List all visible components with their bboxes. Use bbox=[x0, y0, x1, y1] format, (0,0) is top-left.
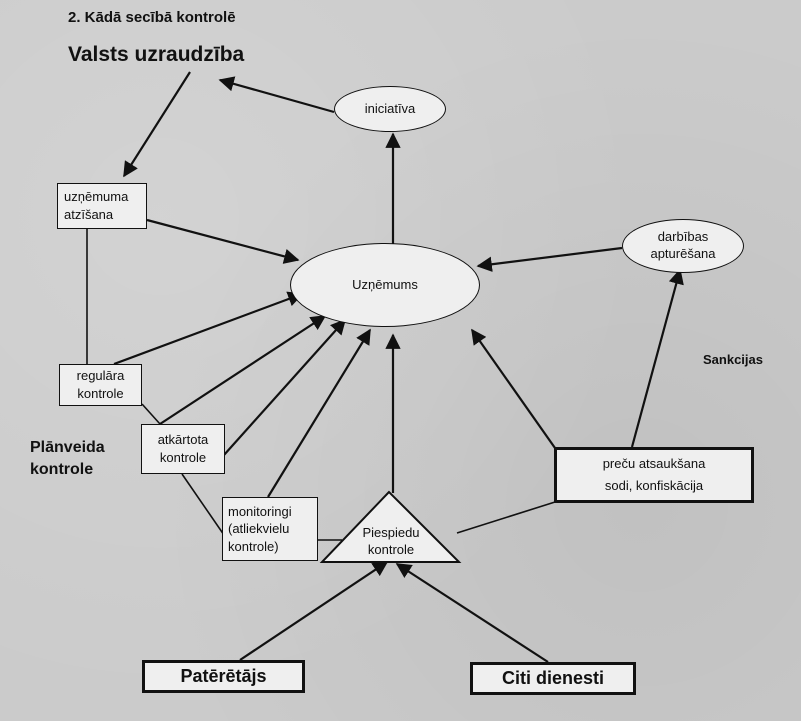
precu-label-1: preču atsaukšana bbox=[602, 455, 706, 471]
precu-label-2: sodi, konfiskācija bbox=[604, 478, 704, 493]
arrow-precu-to-uznemums bbox=[472, 330, 555, 448]
uznemums-node bbox=[290, 243, 480, 327]
atkartota-label-2: kontrole bbox=[159, 450, 207, 465]
planveida-label-2: kontrole bbox=[30, 460, 94, 478]
uznemums-label: Uzņēmums bbox=[352, 276, 418, 292]
arrow-valsts-to-atzisana bbox=[124, 72, 190, 176]
arrow-monitoringi-to-uznemums bbox=[268, 330, 370, 497]
arrow-atzisana-to-uznemums bbox=[147, 220, 298, 260]
darbibas-label-2: apturēšana bbox=[650, 246, 716, 261]
line-atkartota-to-monitoringi bbox=[182, 474, 224, 535]
atkartota-label-1: atkārtota bbox=[157, 432, 209, 448]
piespiedu-label bbox=[346, 525, 436, 559]
citi-label: Citi dienesti bbox=[501, 668, 604, 689]
arrow-atkartota-side-to-uznemums bbox=[224, 320, 345, 455]
precu-node bbox=[554, 447, 754, 503]
arrow-iniciativa-to-valsts bbox=[220, 80, 334, 112]
monitoringi-node bbox=[222, 497, 318, 561]
sankcijas-label: Sankcijas bbox=[703, 352, 763, 367]
atkartota-node bbox=[141, 424, 225, 474]
atzisana-node bbox=[57, 183, 147, 229]
regulara-label-1: regulāra bbox=[76, 368, 125, 384]
pateretajs-node bbox=[142, 660, 305, 693]
pateretajs-label: Patērētājs bbox=[180, 666, 267, 687]
piespiedu-label-1: Piespiedu bbox=[362, 525, 420, 540]
arrow-citi-to-piespiedu bbox=[397, 564, 548, 662]
arrow-regulara-to-uznemums bbox=[114, 294, 302, 364]
planveida-label bbox=[30, 437, 105, 480]
arrow-precu-to-darbibas bbox=[632, 270, 680, 447]
page-heading: 2. Kādā secībā kontrolē bbox=[68, 9, 236, 26]
monitoringi-label-3: kontrole) bbox=[228, 538, 279, 554]
darbibas-node bbox=[622, 219, 744, 273]
arrow-pateretajs-to-piespiedu bbox=[240, 562, 387, 660]
citi-node bbox=[470, 662, 636, 695]
line-regulara-to-atkartota bbox=[142, 404, 160, 424]
regulara-label-2: kontrole bbox=[77, 386, 124, 401]
atzisana-label-2: atzīšana bbox=[64, 207, 114, 222]
regulara-node bbox=[59, 364, 142, 406]
monitoringi-label-2: (atliekvielu bbox=[228, 521, 290, 537]
valsts-uzraudziba-label: Valsts uzraudzība bbox=[68, 43, 245, 66]
darbibas-label-1: darbības bbox=[657, 229, 709, 245]
line-piespiedu-to-precu bbox=[457, 502, 555, 533]
atzisana-label-1: uzņēmuma bbox=[64, 189, 129, 205]
planveida-label-1: Plānveida bbox=[30, 439, 105, 456]
monitoringi-label-1: monitoringi bbox=[228, 503, 292, 519]
piespiedu-label-2: kontrole bbox=[367, 541, 415, 557]
iniciativa-node bbox=[334, 86, 446, 132]
arrow-darbibas-to-uznemums bbox=[478, 248, 622, 266]
iniciativa-label: iniciatīva bbox=[364, 100, 416, 116]
